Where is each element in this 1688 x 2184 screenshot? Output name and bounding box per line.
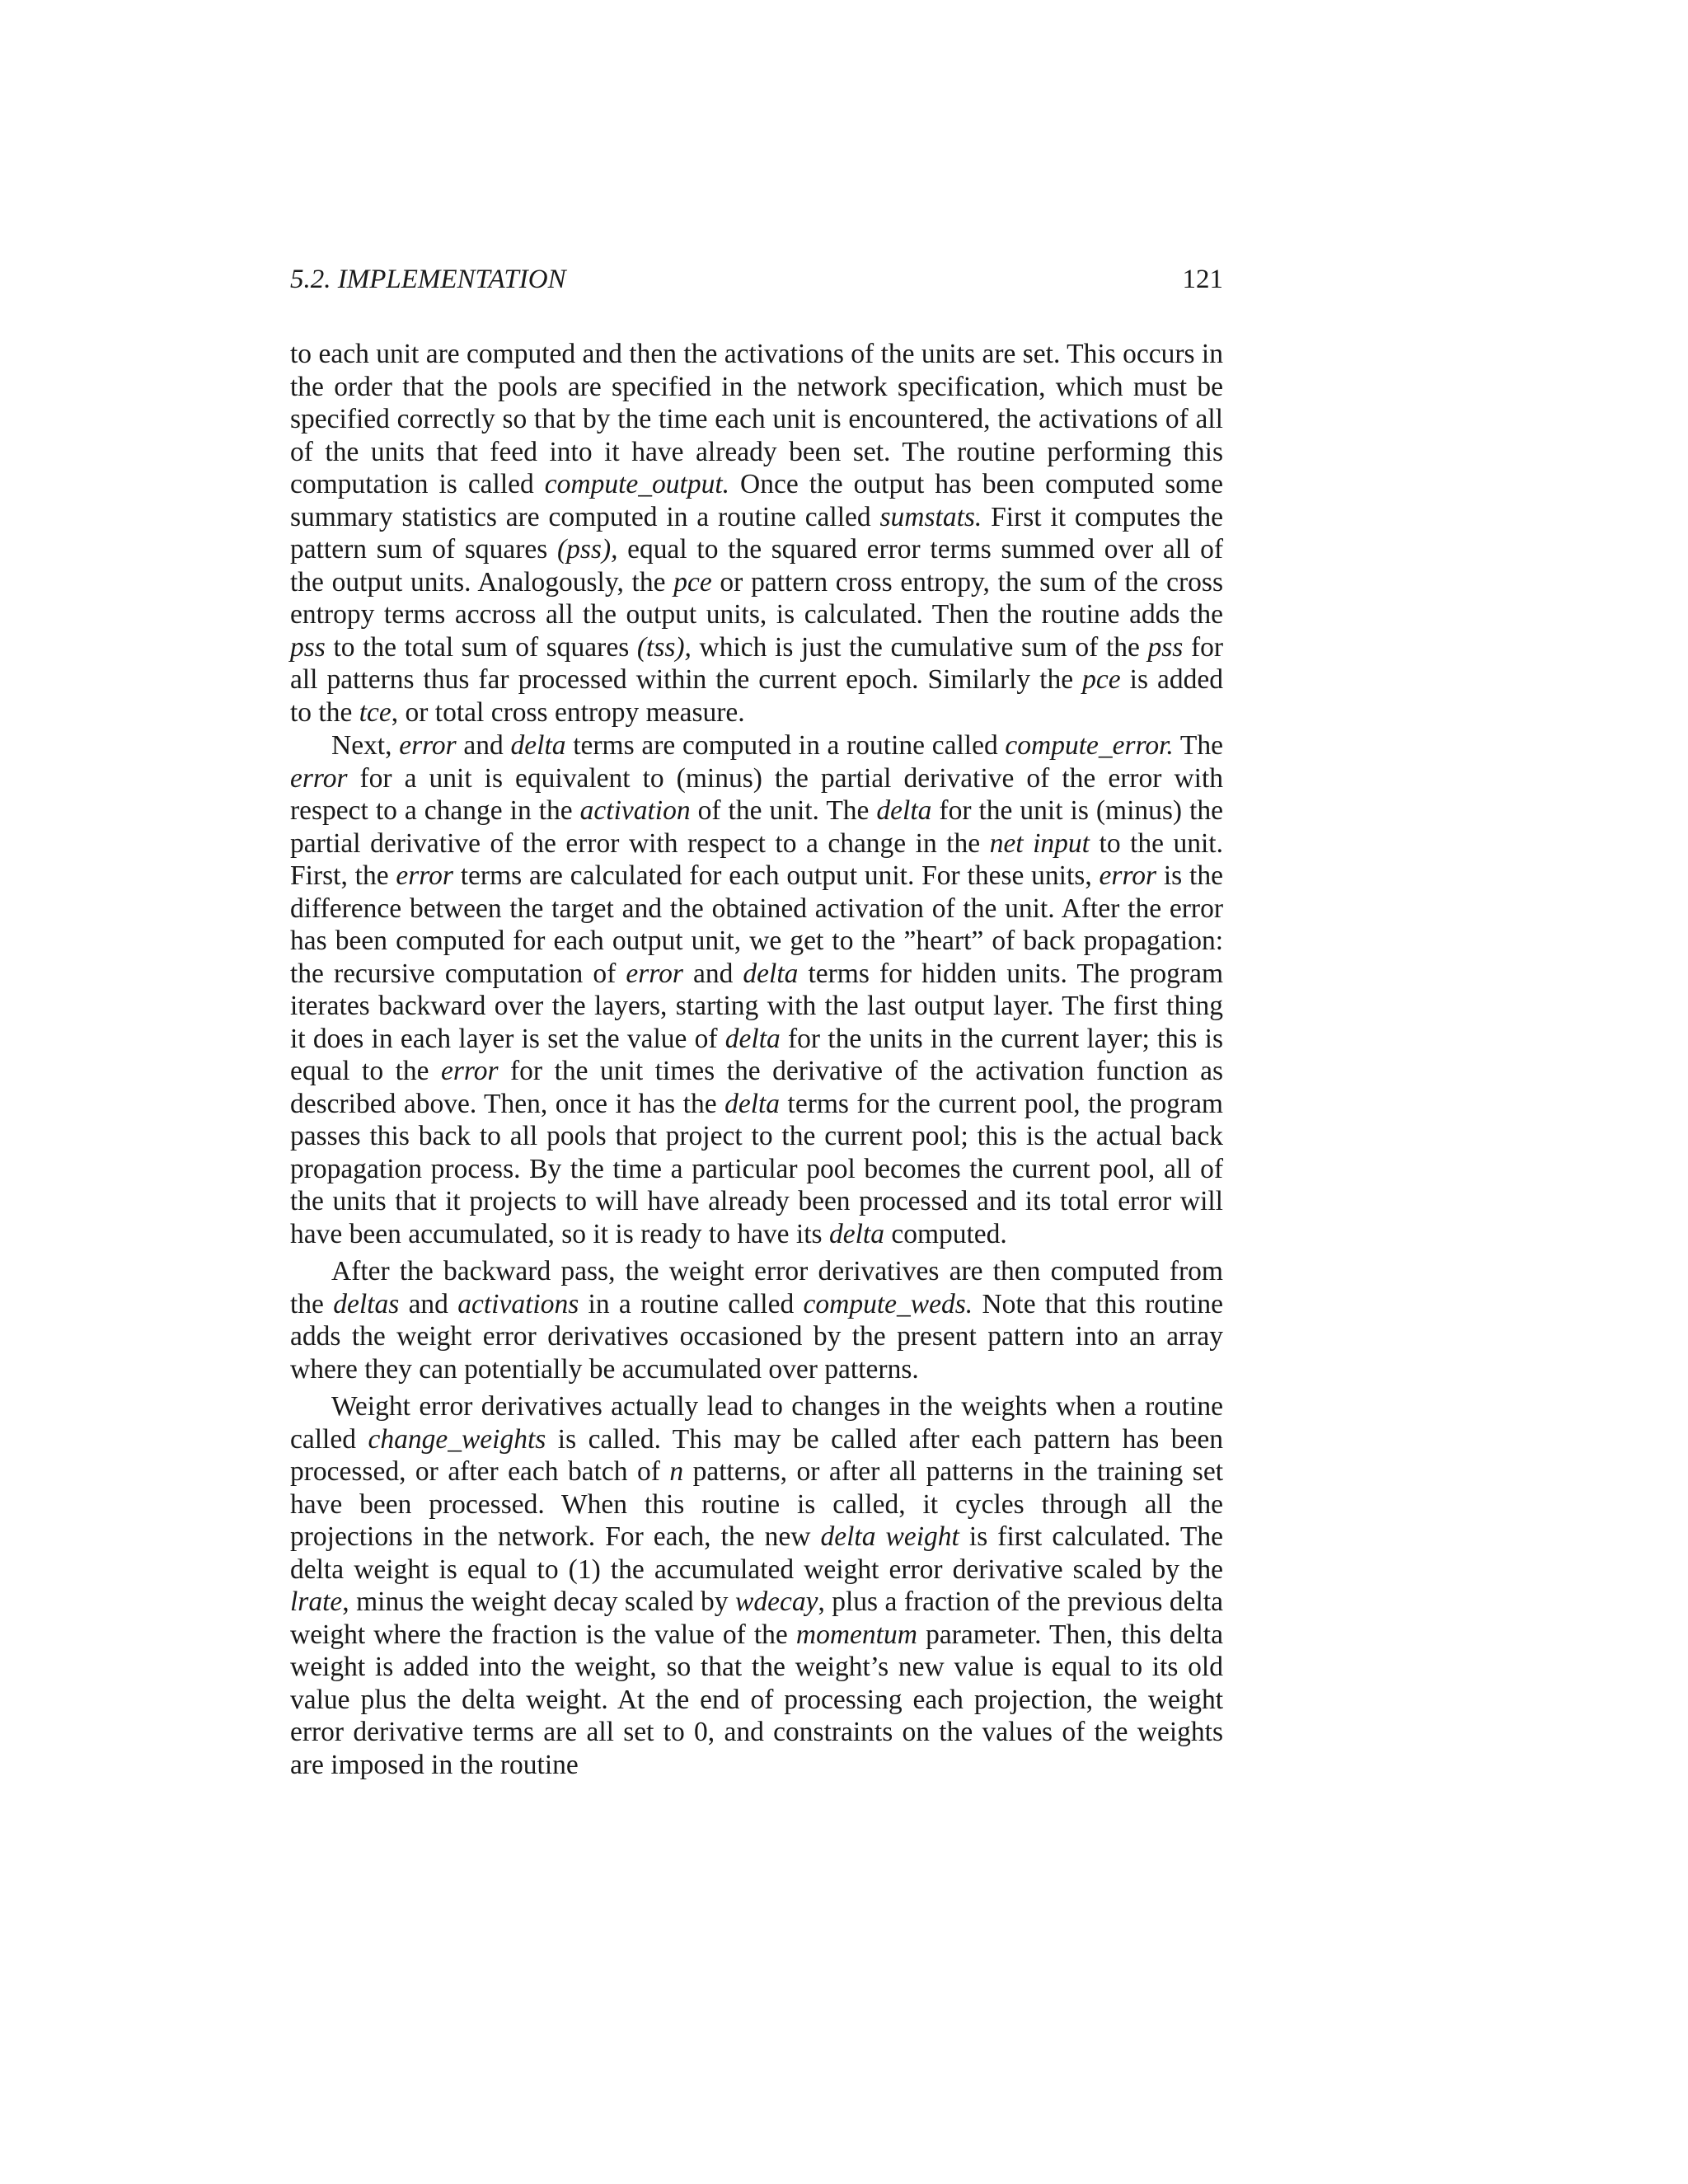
- text-run: for the units in the current layer; this is equal to the: [290, 1023, 1223, 1086]
- italic-term: delta: [510, 730, 566, 761]
- italic-term: pce: [1082, 664, 1121, 695]
- text-run: in a routine called: [579, 1288, 804, 1319]
- italic-term: error: [396, 860, 453, 891]
- italic-term: deltas: [333, 1288, 400, 1319]
- text-run: Note that this routine adds the weight error derivatives occasioned by the present pattern into an array where they can potentially be accumulated over patterns.: [290, 1288, 1223, 1385]
- text-run: is added to the: [290, 664, 1223, 728]
- italic-term: delta weight: [820, 1521, 959, 1552]
- italic-term: change_weights: [368, 1423, 546, 1455]
- text-run: Weight error derivatives actually lead to changes in the weights when a routine called: [290, 1391, 1223, 1455]
- text-run: , plus a fraction of the previous delta weight where the fraction is the value of the: [290, 1586, 1224, 1650]
- running-header: [290, 262, 1223, 297]
- italic-term: compute_error.: [1005, 730, 1174, 761]
- italic-term: (pss),: [556, 534, 618, 565]
- italic-term: compute_output.: [544, 469, 730, 499]
- text-run: equal to the squared error terms summed over all of the output units. Analogously, the: [290, 534, 1223, 598]
- text-run: to the total sum of squares: [325, 631, 637, 663]
- text-run: terms for the current pool, the program passes this back to all pools that project to the current pool; this is the actual back propagation process. By the time a particular pool becomes the current pool, all of the units that it projects to will have already been processed and its total error will have been accumulated, so it is ready to have its: [290, 1088, 1223, 1249]
- italic-term: pss: [290, 631, 326, 663]
- text-run: terms are calculated for each output unit. For these units,: [452, 860, 1100, 891]
- section-title: 5.2. IMPLEMENTATION: [290, 265, 566, 294]
- text-run: and: [682, 958, 743, 989]
- italic-term: momentum: [795, 1619, 917, 1650]
- italic-term: pce: [673, 566, 712, 598]
- body-text: [290, 338, 1223, 1781]
- text-run: computed.: [884, 1218, 1007, 1249]
- text-run: First it computes the pattern sum of squares: [290, 501, 1223, 565]
- italic-term: error: [441, 1056, 499, 1086]
- text-run: , minus the weight decay scaled by: [342, 1586, 735, 1617]
- text-run: After the backward pass, the weight error derivatives are then computed from the: [290, 1256, 1223, 1319]
- page-number: 121: [1182, 265, 1223, 294]
- text-run: is called. This may be called after each pattern has been processed, or after each batch of: [290, 1423, 1223, 1487]
- text-run: , or total cross entropy measure.: [391, 696, 745, 728]
- paragraph: [290, 1390, 1223, 1781]
- text-run: for the unit times the derivative of the activation function as described above. Then, once it has the: [290, 1056, 1223, 1119]
- italic-term: error: [290, 762, 348, 794]
- text-run: terms are computed in a routine called: [565, 730, 1006, 761]
- text-run: Next,: [331, 730, 400, 761]
- italic-term: activations: [457, 1288, 579, 1319]
- italic-term: tce: [359, 696, 392, 728]
- italic-term: error: [626, 958, 683, 989]
- italic-term: net input: [989, 827, 1090, 859]
- text-run: and: [456, 730, 511, 761]
- italic-term: lrate: [290, 1586, 343, 1617]
- italic-term: compute_weds.: [803, 1288, 973, 1319]
- text-run: for a unit is equivalent to (minus) the partial derivative of the error with respect to a change in the: [290, 762, 1223, 826]
- italic-term: delta: [724, 1023, 781, 1054]
- italic-term: n: [669, 1456, 684, 1487]
- text-run: for the unit is (minus) the partial derivative of the error with respect to a change in the: [290, 795, 1223, 859]
- paragraph: [290, 729, 1223, 1250]
- text-run: which is just the cumulative sum of the: [691, 631, 1148, 663]
- paragraph: [290, 1255, 1223, 1385]
- italic-term: wdecay: [734, 1586, 818, 1617]
- text-run: is the difference between the target and the obtained activation of the unit. After the error has been computed for each output unit, we get to the ”heart” of back propagation: the recursive computation of: [290, 860, 1223, 989]
- text-run: and: [399, 1288, 458, 1319]
- text-run: to each unit are computed and then the activations of the units are set. This occurs in the order that the pools are specified in the network specification, which must be specified correctly so that by the time each unit is encountered, the activations of all of the units that feed into it have already been set. The routine performing this computation is called: [290, 339, 1223, 499]
- italic-term: delta: [876, 795, 932, 826]
- italic-term: error: [1099, 860, 1157, 891]
- text-run: for all patterns thus far processed within the current epoch. Similarly the: [290, 631, 1224, 695]
- italic-term: delta: [828, 1218, 884, 1249]
- italic-term: sumstats.: [879, 501, 982, 532]
- italic-term: delta: [743, 958, 799, 989]
- italic-term: delta: [724, 1088, 781, 1119]
- paragraph: [290, 338, 1223, 729]
- text-run: terms for hidden units. The program iterates backward over the layers, starting with the last output layer. The first thing it does in each layer is set the value of: [290, 958, 1224, 1054]
- text-run: is first calculated. The delta weight is equal to (1) the accumulated weight error derivative scaled by the: [290, 1521, 1224, 1585]
- text-run: Once the output has been computed some summary statistics are computed in a routine called: [290, 469, 1223, 532]
- italic-term: pss: [1147, 631, 1184, 663]
- text-run: The: [1173, 730, 1224, 761]
- text-run: or pattern cross entropy, the sum of the cross entropy terms accross all the output units, is calculated. Then the routine adds the: [290, 566, 1223, 630]
- text-run: to the unit. First, the: [290, 827, 1223, 891]
- italic-term: activation: [579, 795, 691, 826]
- text-run: of the unit. The: [690, 795, 877, 826]
- text-run: patterns, or after all patterns in the training set have been processed. When this routine is called, it cycles through all the projections in the network. For each, the new: [290, 1456, 1223, 1552]
- italic-term: error: [399, 730, 457, 761]
- italic-term: (tss),: [636, 631, 692, 663]
- text-run: parameter. Then, this delta weight is added into the weight, so that the weight’s new value is equal to its old value plus the delta weight. At the end of processing each projection, the weight error derivative terms are all set to 0, and constraints on the values of the weights are imposed in the routine: [290, 1619, 1223, 1780]
